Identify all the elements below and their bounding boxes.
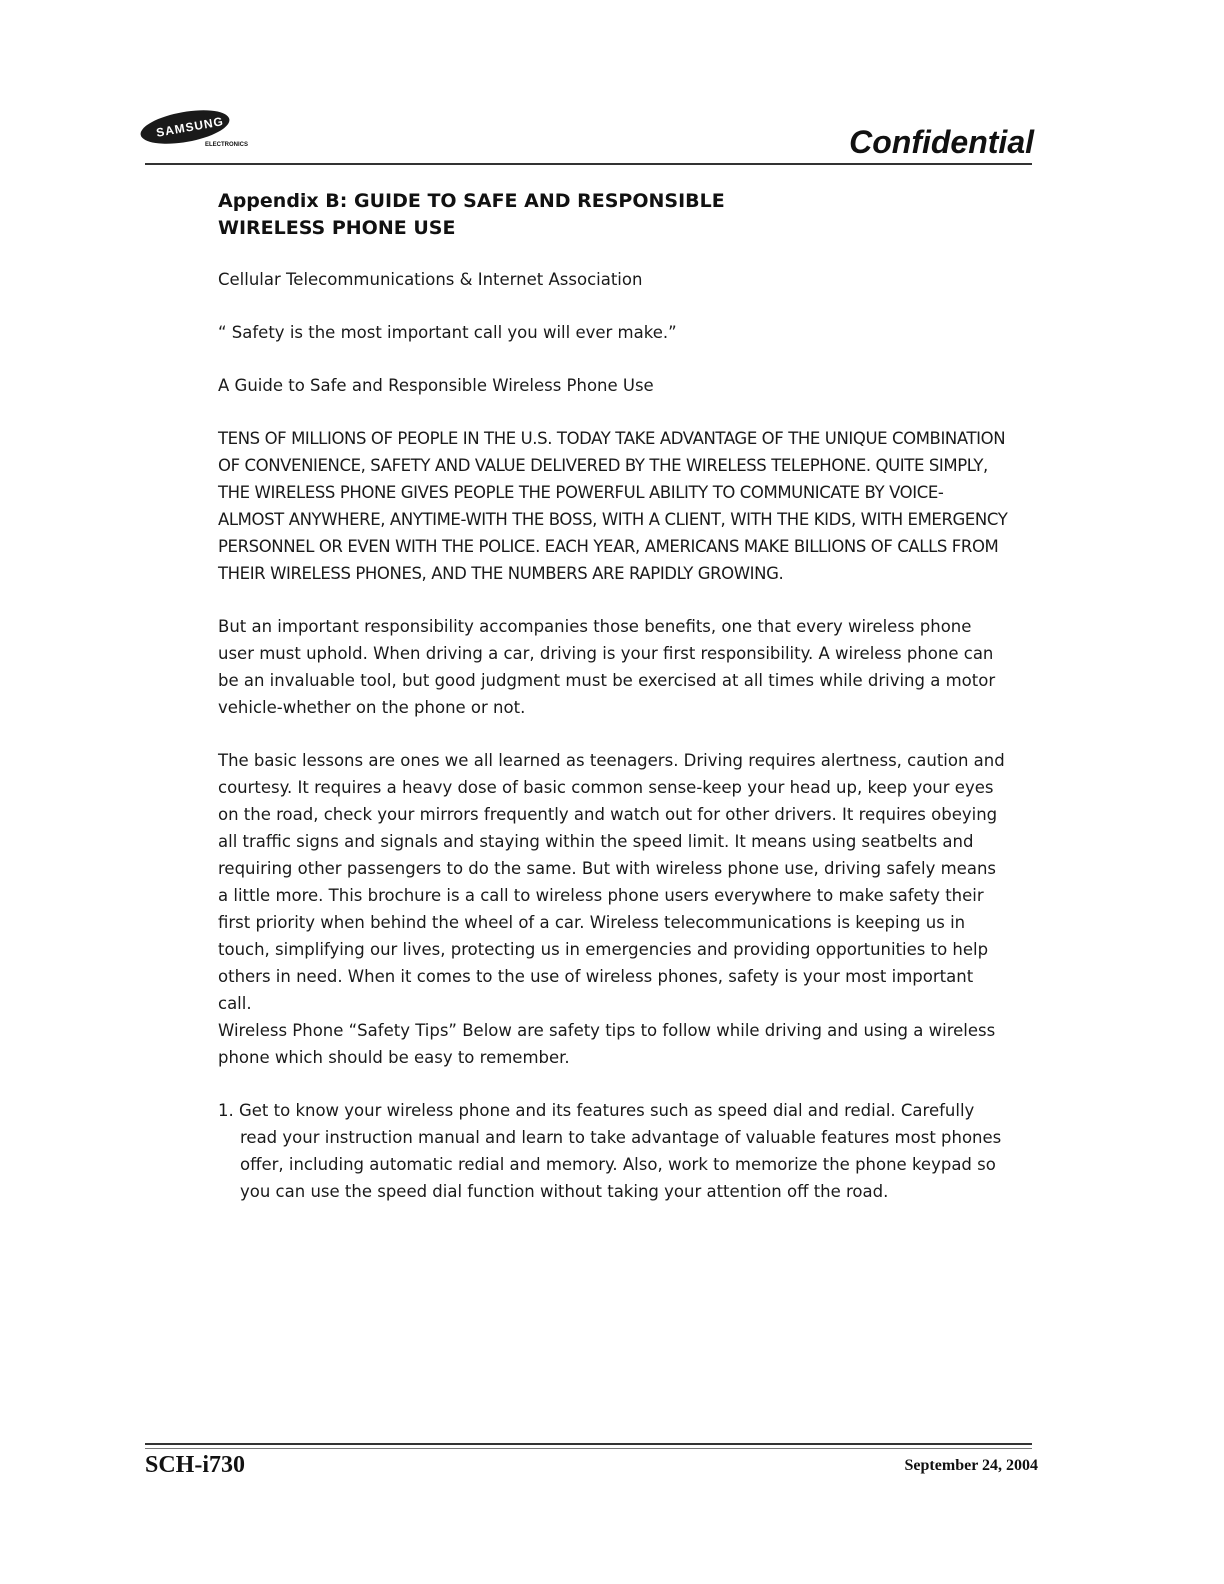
model-number: SCH-i730 [145,1452,246,1478]
quote-text: “ Safety is the most important call you will ever make.” [218,323,677,342]
lessons-paragraph: The basic lessons are ones we all learned as teenagers. Driving requires alertness, caution and courtesy. It requires a heavy dose of basic common sense-keep your head up, keep your eyes on the road, check your mirrors frequently and watch out for other drivers. It requires obeying all traffic signs and signals and staying within the speed limit. It means using seatbelts and requiring other passengers to do the same. But with wireless phone use, driving safely means a little more. This brochure is a call to wireless phone users everywhere to make safety their first priority when behind the wheel of a car. Wireless telecommunications is keeping us in touch, simplifying our lives, protecting us in emergencies and providing opportunities to help others in need. When it comes to the use of wireless phones, safety is your most important call. [218,751,1005,1013]
page-title-line1: Appendix B: GUIDE TO SAFE AND RESPONSIBLE [218,190,725,212]
header-divider [145,163,1032,165]
document-body [218,188,1008,1205]
document-date: September 24, 2004 [904,1457,1038,1474]
intro-paragraph: TENS OF MILLIONS OF PEOPLE IN THE U.S. TODAY TAKE ADVANTAGE OF THE UNIQUE COMBINATION OF CONVENIENCE, SAFETY AND VALUE DELIVERED BY THE WIRELESS TELEPHONE. QUITE SIMPLY, THE WIRELESS PHONE GIVES PEOPLE THE POWERFUL ABILITY TO COMMUNICATE BY VOICE-ALMOST ANYWHERE, ANYTIME-WITH THE BOSS, WITH A CLIENT, WITH THE KIDS, WITH EMERGENCY PERSONNEL OR EVEN WITH THE POLICE. EACH YEAR, AMERICANS MAKE BILLIONS OF CALLS FROM THEIR WIRELESS PHONES, AND THE NUMBERS ARE RAPIDLY GROWING. [218,429,1008,583]
footer-divider [145,1443,1032,1445]
safety-tips-intro: Wireless Phone “Safety Tips” Below are safety tips to follow while driving and using a wireless phone which should be easy to remember. [218,1021,996,1067]
page-title [218,188,1008,242]
responsibility-paragraph: But an important responsibility accompanies those benefits, one that every wireless phone user must uphold. When driving a car, driving is your first responsibility. A wireless phone can be an invaluable tool, but good judgment must be exercised at all times while driving a motor vehicle-whether on the phone or not. [218,617,996,717]
logo-wordmark: SAMSUNG [155,114,225,140]
list-item: 1. Get to know your wireless phone and its features such as speed dial and redial. Carefully read your instruction manual and learn to take advantage of valuable features most phones offer, including automatic redial and memory. Also, work to memorize the phone keypad so you can use the speed dial function without taking your attention off the road. [218,1101,1002,1201]
confidential-label: Confidential [849,124,1034,160]
footer-divider-thin [145,1448,1032,1449]
samsung-logo [140,108,280,156]
page-title-line2: WIRELESS PHONE USE [218,217,456,239]
logo-subtext: ELECTRONICS [205,142,249,148]
organization-name: Cellular Telecommunications & Internet Association [218,270,643,289]
safety-tips-list [218,1097,1008,1205]
guide-subtitle: A Guide to Safe and Responsible Wireless Phone Use [218,376,654,395]
